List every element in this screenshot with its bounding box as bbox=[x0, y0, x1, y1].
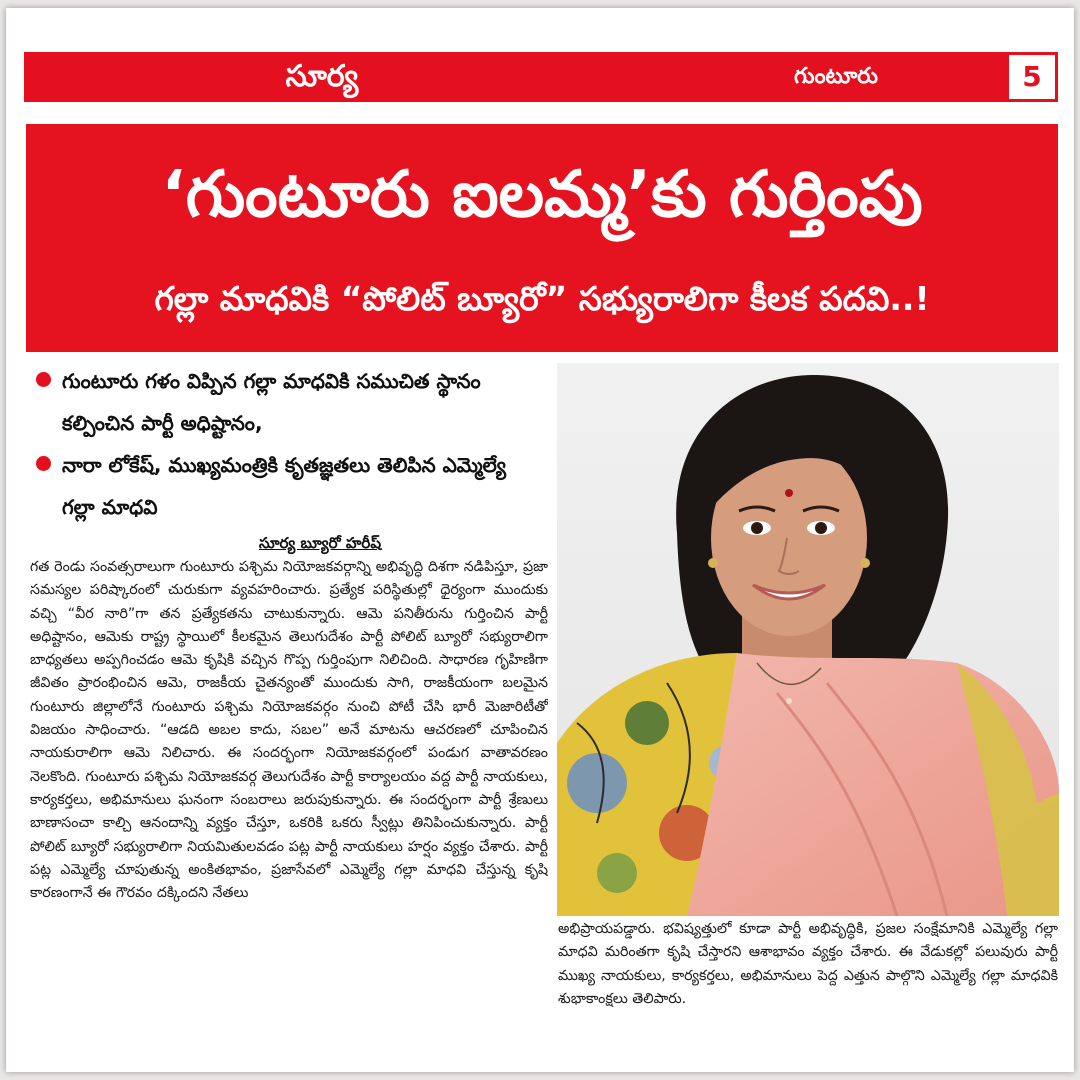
masthead bbox=[24, 52, 1058, 102]
highlight-text: గుంటూరు గళం విప్పిన గల్లా మాధవికి సముచిత స్థానం కల్పించిన పార్టీ అధిష్టానం, bbox=[62, 369, 481, 435]
portrait-illustration bbox=[557, 363, 1059, 916]
bullet-dot-icon bbox=[36, 372, 51, 387]
byline: సూర్య బ్యూరో హరీష్ bbox=[258, 534, 382, 552]
edition-name: గుంటూరు bbox=[794, 64, 878, 89]
highlight-item bbox=[30, 444, 530, 528]
newspaper-logo: సూర్య bbox=[285, 59, 359, 94]
headline-title: ‘గుంటూరు ఐలమ్మ’కు గుర్తింపు bbox=[161, 158, 923, 232]
highlight-item bbox=[30, 360, 530, 444]
highlights-list bbox=[30, 360, 530, 530]
highlight-text: నారా లోకేష్, ముఖ్యమంత్రికి కృతజ్ఞతలు తెలిపిన ఎమ్మెల్యే గల్లా మాధవి bbox=[62, 453, 506, 519]
headline-box bbox=[26, 124, 1058, 352]
page-number: 5 bbox=[1022, 60, 1042, 93]
bullet-dot-icon bbox=[36, 456, 51, 471]
portrait-photo bbox=[557, 363, 1059, 916]
article-body-continued: అభిప్రాయపడ్డారు. భవిష్యత్తులో కూడా పార్టీ అభివృద్ధికి, ప్రజల సంక్షేమానికి ఎమ్మెల్యే గల్లా మాధవి మరింతగా కృషి చేస్తారని ఆశాభావం వ్యక్తం చేశారు. ఈ వేడుకల్లో పలువురు పార్టీ ముఖ్య నాయకులు, కార్యకర్తలు, అభిమానులు పెద్ద ఎత్తున పాల్గొని ఎమ్మెల్యే గల్లా మాధవికి శుభాకాంక్షలు తెలిపారు. bbox=[558, 921, 1058, 1007]
article-body: గత రెండు సంవత్సరాలుగా గుంటూరు పశ్చిమ నియోజకవర్గాన్ని అభివృద్ధి దిశగా నడిపిస్తూ, ప్రజా సమస్యల పరిష్కారంలో చురుకుగా వ్యవహరించారు. ప్రత్యేక పరిస్థితుల్లో ధైర్యంగా ముందుకు వచ్చి “వీర నారి”గా తన ప్రత్యేకతను చాటుకున్నారు. ఆమె పనితీరును గుర్తించిన పార్టీ అధిష్టానం, ఆమెకు రాష్ట్ర స్థాయిలో కీలకమైన తెలుగుదేశం పార్టీ పోలిట్ బ్యూరో సభ్యురాలిగా బాధ్యతలు అప్పగించడం ఆమె కృషికి వచ్చిన గొప్ప గుర్తింపుగా నిలిచింది. సాధారణ గృహిణిగా జీవితం ప్రారంభించిన ఆమె, రాజకీయ చైతన్యంతో ముందుకు సాగి, రాజకీయంగా బలమైన గుంటూరు జిల్లాలోనే గుంటూరు పశ్చిమ నియోజకవర్గం నుంచి పోటీ చేసి భారీ మెజారిటీతో విజయం సాధించారు. “ఆడది అబల కాదు, సబల” అనే మాటను ఆచరణలో చూపించిన నాయకురాలిగా ఆమె నిలిచారు. ఈ సందర్భంగా నియోజకవర్గంలో పండుగ వాతావరణం నెలకొంది. గుంటూరు పశ్చిమ నియోజకవర్గ తెలుగుదేశం పార్టీ కార్యాలయం వద్ద పార్టీ నాయకులు, కార్యకర్తలు, అభిమానులు ఘనంగా సంబరాలు జరుపుకున్నారు. ఈ సందర్భంగా పార్టీ శ్రేణులు బాణాసంచా కాల్చి ఆనందాన్ని వ్యక్తం చేస్తూ, ఒకరికి ఒకరు స్వీట్లు తినిపించుకున్నారు. పార్టీ పోలిట్ బ్యూరో సభ్యురాలిగా నియమితులవడం పట్ల పార్టీ నాయకులు హర్షం వ్యక్తం చేశారు. పార్టీ పట్ల ఎమ్మెల్యే చూపుతున్న అంకితభావం, ప్రజాసేవలో ఎమ్మెల్యే గల్లా మాధవి చేస్తున్న కృషి కారణంగానే ఈ గౌరవం దక్కిందని నేతలు bbox=[30, 559, 548, 902]
headline-subtitle: గల్లా మాధవికి “పోలిట్ బ్యూరో” సభ్యురాలిగా కీలక పదవి..! bbox=[154, 279, 930, 318]
